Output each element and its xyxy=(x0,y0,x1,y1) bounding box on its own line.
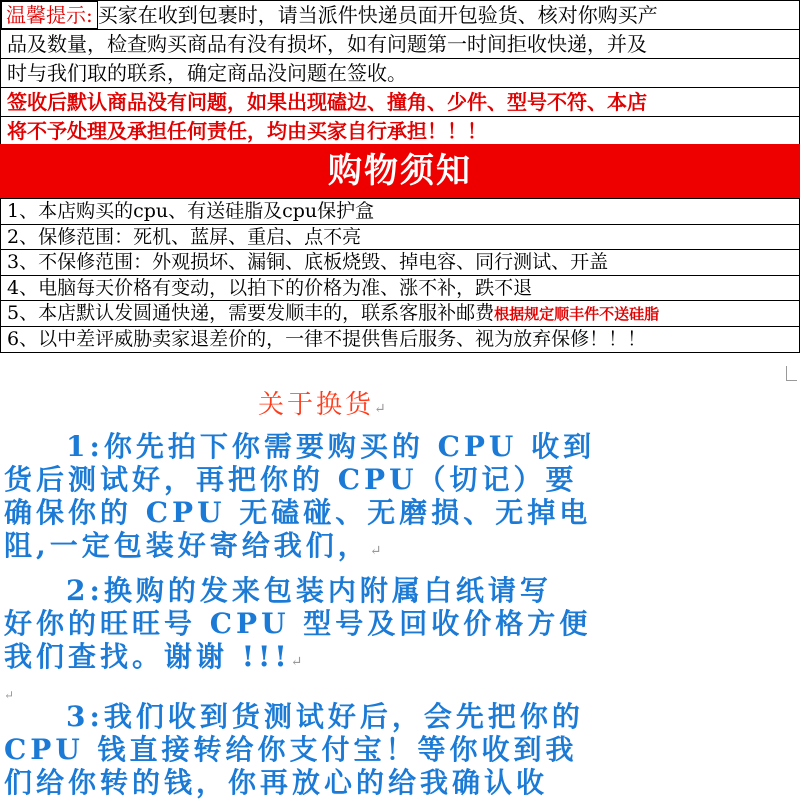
notice-line-2: 品及数量，检查购买商品有没有损坏，如有问题第一时间拒收快递，并及 xyxy=(7,32,647,56)
notice-line-1: 买家在收到包裹时，请当派件快递员面开包验货、核对你购买产 xyxy=(97,3,658,27)
shopping-notice-banner: 购物须知 xyxy=(0,144,800,198)
rule-text: 4、电脑每天价格有变动，以拍下的价格为准、涨不补，跌不退 xyxy=(7,276,533,299)
rule-item xyxy=(1,199,799,225)
rule-text: 1、本店购买的cpu、有送硅脂及cpu保护盒 xyxy=(7,200,375,222)
rule-item xyxy=(1,250,799,276)
warning-row-2 xyxy=(1,117,799,146)
rule-item xyxy=(1,327,799,353)
notice-row-2 xyxy=(1,30,799,59)
rule-text: 5、本店默认发圆通快递，需要发顺丰的，联系客服补邮费 xyxy=(7,302,495,324)
p2-line-3: 我们查找。谢谢 !!! xyxy=(4,640,291,673)
p1-line-4-wrap xyxy=(4,529,796,568)
notice-box xyxy=(0,0,800,147)
p3-line-2: CPU 钱直接转给你支付宝！等你收到我 xyxy=(4,733,578,766)
rules-list xyxy=(0,198,800,353)
margin-corner-mark xyxy=(786,366,797,381)
p1-line-1: 1:你先拍下你需要购买的 CPU 收到 xyxy=(66,430,596,463)
p1-line-2: 货后测试好，再把你的 CPU（切记）要 xyxy=(4,463,578,496)
paragraph-mark-icon: ↵ xyxy=(290,654,307,670)
exchange-paragraph-1 xyxy=(4,430,796,568)
warning-line-2: 将不予处理及承担任何责任，均由买家自行承担！！！ xyxy=(7,119,487,143)
rule-text: 3、不保修范围：外观损坏、漏铜、底板烧毁、掉电容、同行测试、开盖 xyxy=(7,251,609,273)
exchange-paragraph-3 xyxy=(4,700,796,799)
rule-item xyxy=(1,225,799,251)
p2-line-2: 好你的旺旺号 CPU 型号及回收价格方便 xyxy=(4,607,592,640)
p1-line-4: 阻,一定包装好寄给我们， xyxy=(4,529,370,562)
exchange-title-text: 关于换货 xyxy=(258,390,375,420)
notice-tag: 温馨提示: xyxy=(1,1,98,29)
rule-text: 6、以中差评威胁卖家退差价的，一律不提供售后服务、视为放弃保修！！！ xyxy=(7,327,647,350)
paragraph-mark-icon: ↵ xyxy=(369,543,386,559)
p1-line-3: 确保你的 CPU 无磕碰、无磨损、无掉电 xyxy=(4,496,592,529)
rule-note: 根据规定顺丰件不送硅脂 xyxy=(494,305,660,323)
p3-line-3: 们给你转的钱，你再放心的给我确认收 xyxy=(4,766,549,799)
notice-row-3 xyxy=(1,59,799,88)
warning-row-1 xyxy=(1,88,799,117)
rule-item xyxy=(1,301,799,327)
notice-row-1 xyxy=(1,1,799,30)
exchange-title xyxy=(258,384,389,421)
warning-line-1: 签收后默认商品没有问题，如果出现磕边、撞角、少件、型号不符、本店 xyxy=(7,90,647,114)
p2-line-1: 2:换购的发来包装内附属白纸请写 xyxy=(66,574,552,607)
notice-line-3: 时与我们取的联系，确定商品没问题在签收。 xyxy=(7,61,407,85)
paragraph-mark-icon: ↵ xyxy=(374,401,389,417)
rule-text: 2、保修范围：死机、蓝屏、重启、点不亮 xyxy=(7,225,362,248)
paragraph-mark-icon: ↵ xyxy=(4,688,15,702)
p2-line-3-wrap xyxy=(4,640,796,679)
rule-item xyxy=(1,276,799,302)
p3-line-1: 3:我们收到货测试好后，会先把你的 xyxy=(66,700,584,733)
exchange-paragraph-2 xyxy=(4,574,796,679)
